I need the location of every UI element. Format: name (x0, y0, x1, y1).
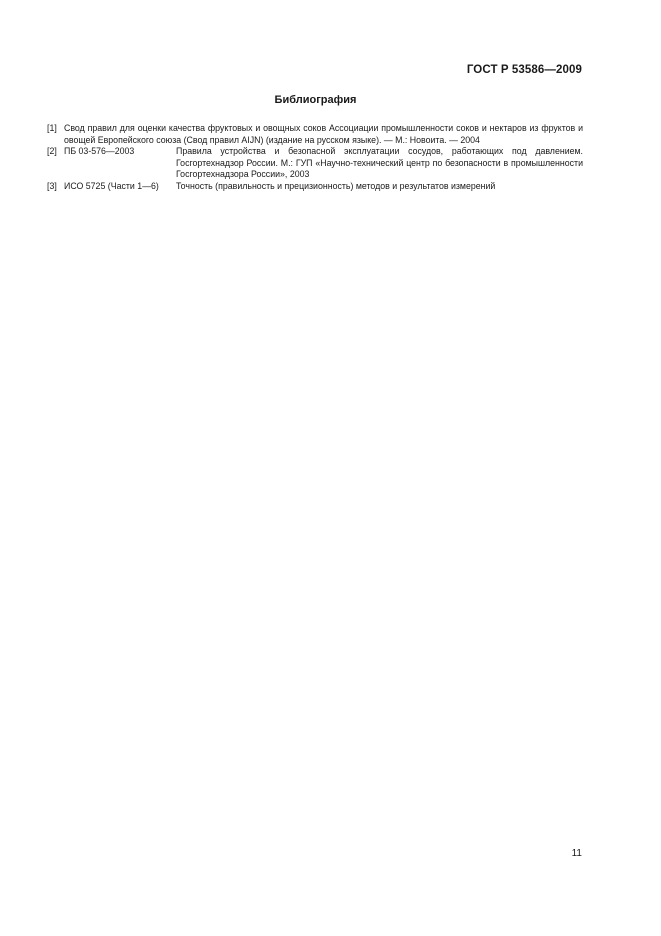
entry-number: [2] (47, 146, 57, 157)
bibliography-entry (47, 123, 583, 146)
bibliography-entry (47, 181, 583, 193)
entry-document-code: ИСО 5725 (Части 1—6) (64, 180, 159, 191)
entry-number: [3] (47, 180, 57, 191)
entry-text: Свод правил для оценки качества фруктовых и овощных соков Ассоциации промышленности соков и нектаров из фруктов и овощей Европейского союза (Свод правил AIJN) (издание на русском языке). — М.: Новоита. — 2004 (64, 123, 583, 145)
entry-document-code: ПБ 03-576—2003 (64, 146, 135, 157)
entry-text: Правила устройства и безопасной эксплуатации сосудов, работающих под давлением. Госгортехнадзор России. М.: ГУП «Научно-технический центр по безопасности в промышленности Госгортехнадзора России», 2003 (176, 146, 583, 180)
page-number: 11 (571, 848, 582, 859)
bibliography-list (47, 123, 583, 193)
document-code: ГОСТ Р 53586—2009 (466, 64, 582, 76)
section-title: Библиография (274, 94, 357, 106)
bibliography-entry (47, 146, 583, 181)
entry-number: [1] (47, 123, 57, 133)
entry-text: Точность (правильность и прецизионность) методов и результатов измерений (176, 180, 496, 191)
